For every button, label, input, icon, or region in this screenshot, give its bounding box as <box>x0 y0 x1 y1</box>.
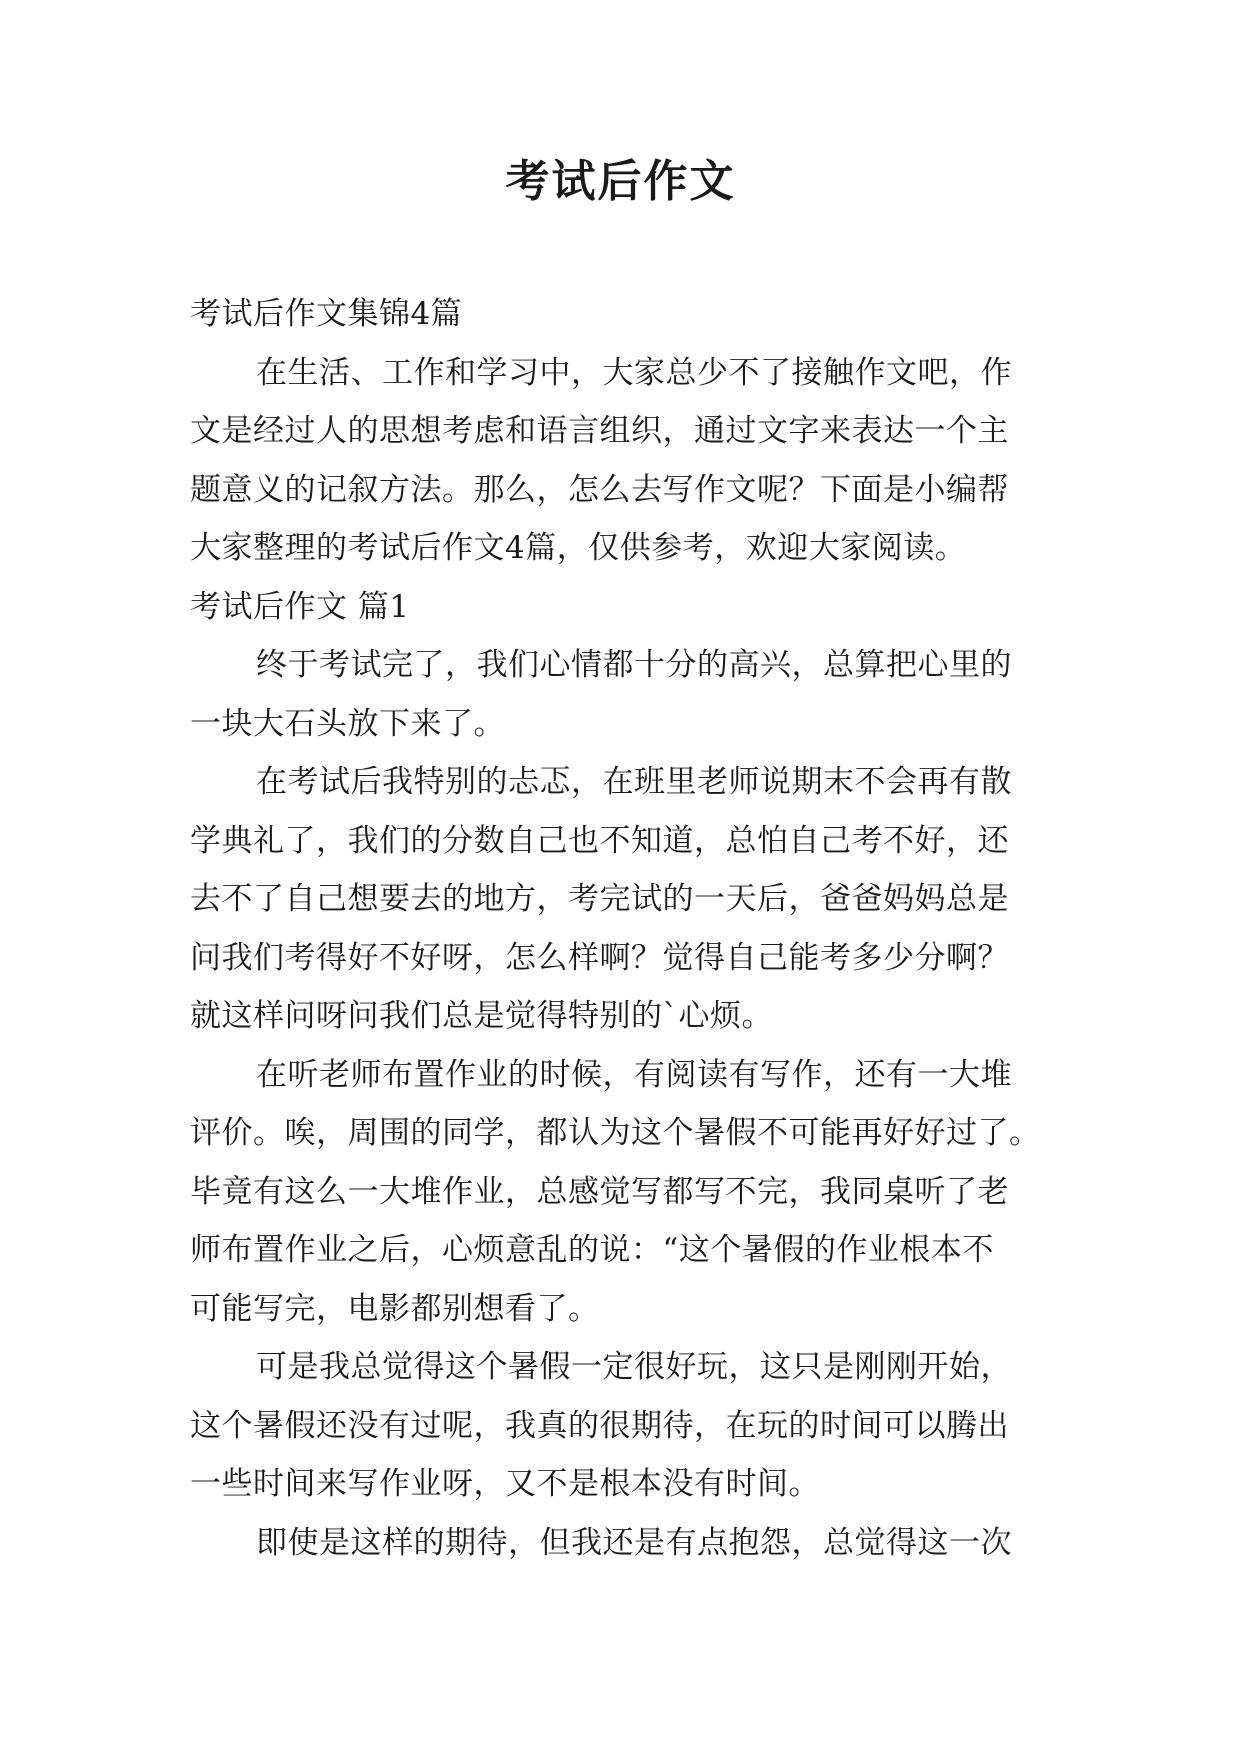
text-line: 在生活、工作和学习中，大家总少不了接触作文吧，作 <box>256 354 1012 391</box>
text-line: 可是我总觉得这个暑假一定很好玩，这只是刚刚开始， <box>256 1349 1012 1385</box>
text-line: 评价。唉，周围的同学，都认为这个暑假不可能再好好过了。 <box>190 1115 1041 1151</box>
text-line: 大家整理的考试后作文4篇，仅供参考，欢迎大家阅读。 <box>190 530 967 566</box>
text-line: 就这样问呀问我们总是觉得特别的`心烦。 <box>190 998 773 1034</box>
text-line: 一些时间来写作业呀，又不是根本没有时间。 <box>190 1466 820 1502</box>
text-line: 考试后作文集锦4篇 <box>190 296 463 332</box>
text-line: 毕竟有这么一大堆作业，总感觉写都写不完，我同桌听了老 <box>190 1173 1009 1210</box>
text-line: 可能写完，电影都别想看了。 <box>190 1290 600 1327</box>
document-body <box>190 285 1056 1572</box>
text-line: 这个暑假还没有过呢，我真的很期待，在玩的时间可以腾出 <box>190 1407 1009 1444</box>
text-line: 问我们考得好不好呀，怎么样啊？觉得自己能考多少分啊？ <box>190 939 1009 976</box>
document-title: 考试后作文 <box>505 156 736 207</box>
text-line: 学典礼了，我们的分数自己也不知道，总怕自己考不好，还 <box>190 822 1009 859</box>
text-line: 考试后作文 篇1 <box>190 588 410 625</box>
text-line: 在听老师布置作业的时候，有阅读有写作，还有一大堆 <box>256 1056 1012 1093</box>
text-line: 一块大石头放下来了。 <box>190 705 505 742</box>
text-line: 去不了自己想要去的地方，考完试的一天后，爸爸妈妈总是 <box>190 881 1009 917</box>
text-line: 师布置作业之后，心烦意乱的说：“这个暑假的作业根本不 <box>190 1232 994 1268</box>
text-line: 在考试后我特别的忐忑，在班里老师说期末不会再有散 <box>256 764 1012 800</box>
text-line: 题意义的记叙方法。那么，怎么去写作文呢？下面是小编帮 <box>190 471 1009 508</box>
text-line: 终于考试完了，我们心情都十分的高兴，总算把心里的 <box>256 647 1012 683</box>
text-line: 即使是这样的期待，但我还是有点抱怨，总觉得这一次 <box>256 1524 1012 1561</box>
text-line: 文是经过人的思想考虑和语言组织，通过文字来表达一个主 <box>190 413 1009 449</box>
